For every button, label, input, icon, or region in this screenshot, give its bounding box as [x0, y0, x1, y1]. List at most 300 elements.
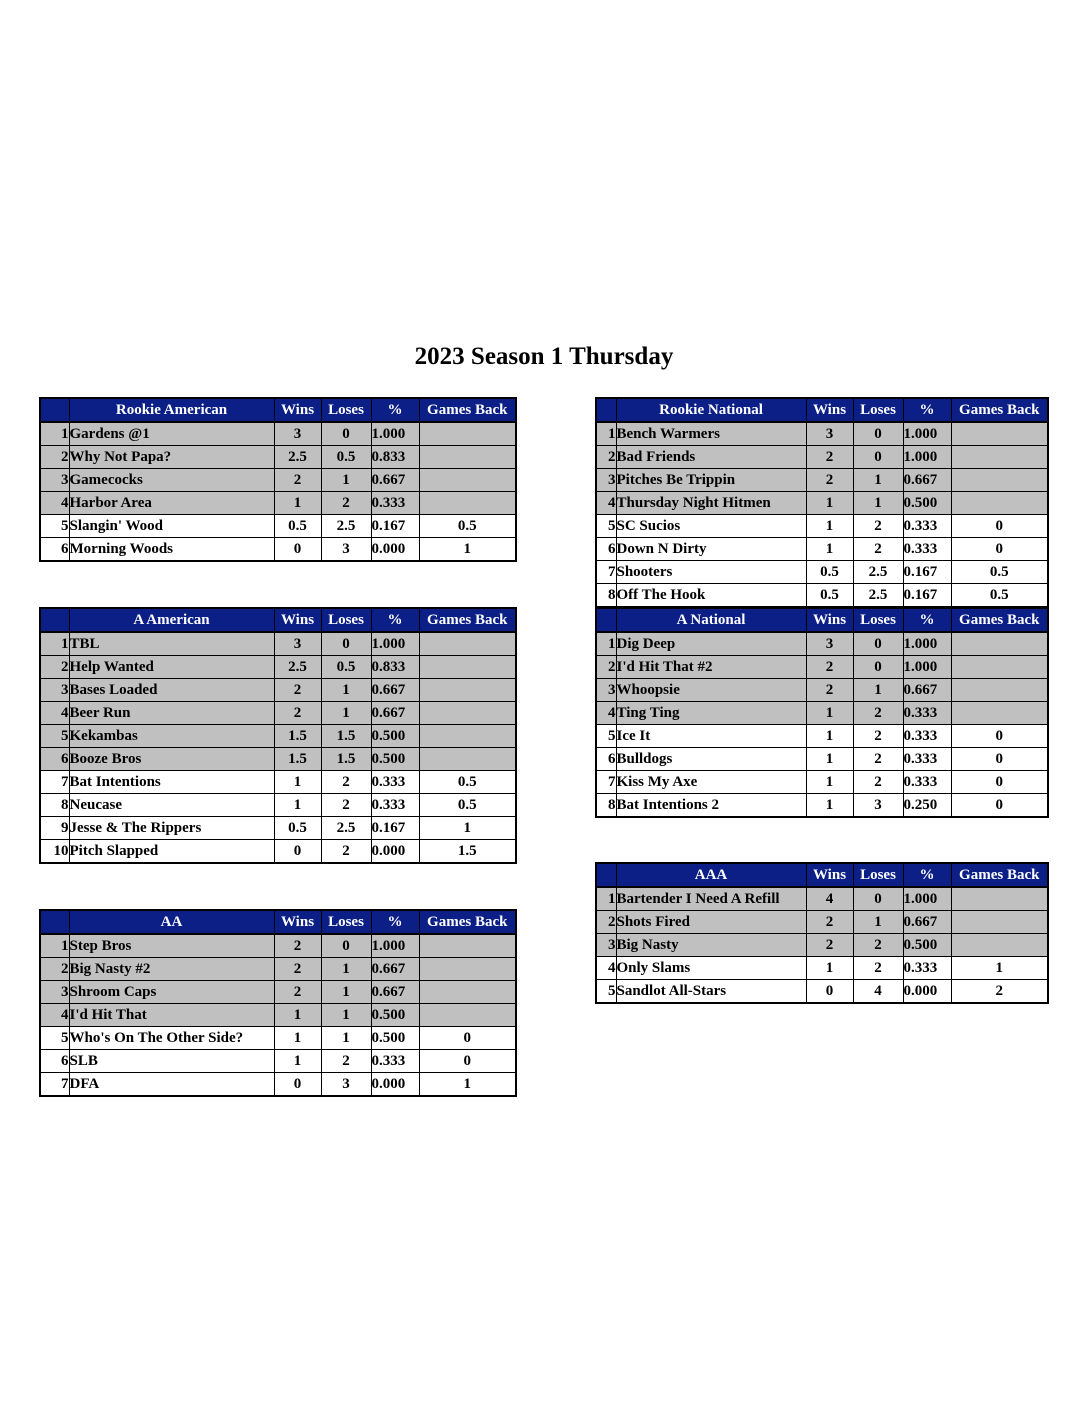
team-name-cell: Shots Fired [616, 911, 806, 934]
loses-header: Loses [853, 398, 903, 422]
header-row [40, 398, 516, 422]
table-row [596, 748, 1048, 771]
table-row [40, 469, 516, 492]
wins-header: Wins [806, 608, 853, 632]
pct-cell: 0.333 [371, 492, 419, 515]
pct-cell: 0.000 [371, 538, 419, 562]
loses-cell: 2.5 [321, 817, 371, 840]
loses-cell: 2 [853, 771, 903, 794]
loses-cell: 2 [321, 840, 371, 864]
table-row [40, 656, 516, 679]
games-back-header: Games Back [419, 608, 516, 632]
wins-cell: 1 [274, 1004, 321, 1027]
games-back-cell [419, 422, 516, 446]
pct-cell: 0.667 [903, 679, 951, 702]
team-name-cell: Pitch Slapped [69, 840, 274, 864]
loses-cell: 1 [321, 469, 371, 492]
table-row [596, 469, 1048, 492]
pct-cell: 0.333 [371, 794, 419, 817]
loses-cell: 1.5 [321, 725, 371, 748]
pct-header: % [903, 863, 951, 887]
table-row [596, 656, 1048, 679]
rank-cell: 4 [40, 492, 69, 515]
games-back-cell [419, 725, 516, 748]
games-back-cell: 0 [419, 1027, 516, 1050]
wins-cell: 1 [806, 794, 853, 818]
division-name: AA [69, 910, 274, 934]
pct-header: % [903, 398, 951, 422]
games-back-cell [419, 656, 516, 679]
team-name-cell: SLB [69, 1050, 274, 1073]
table-row [40, 725, 516, 748]
games-back-cell: 0.5 [419, 771, 516, 794]
division-name: AAA [616, 863, 806, 887]
pct-cell: 1.000 [371, 632, 419, 656]
rank-cell: 5 [596, 980, 616, 1004]
table-row [596, 492, 1048, 515]
games-back-cell: 0 [951, 771, 1048, 794]
loses-cell: 2 [321, 1050, 371, 1073]
team-name-cell: Bat Intentions [69, 771, 274, 794]
loses-cell: 3 [853, 794, 903, 818]
team-name-cell: Jesse & The Rippers [69, 817, 274, 840]
standings-table-aa [39, 909, 517, 1097]
wins-cell: 2 [274, 981, 321, 1004]
rank-cell: 3 [596, 469, 616, 492]
wins-header: Wins [806, 863, 853, 887]
rank-header [40, 608, 69, 632]
team-name-cell: Gardens @1 [69, 422, 274, 446]
table-row [596, 561, 1048, 584]
rank-cell: 5 [596, 515, 616, 538]
wins-cell: 1 [806, 748, 853, 771]
pct-cell: 1.000 [903, 887, 951, 911]
table-row [40, 771, 516, 794]
loses-cell: 0 [853, 887, 903, 911]
loses-header: Loses [321, 398, 371, 422]
pct-cell: 0.667 [371, 679, 419, 702]
games-back-cell: 1 [419, 538, 516, 562]
games-back-cell [951, 422, 1048, 446]
team-name-cell: Gamecocks [69, 469, 274, 492]
wins-cell: 1 [806, 515, 853, 538]
standings-table-aaa [595, 862, 1049, 1004]
table-row [40, 840, 516, 864]
loses-cell: 2 [853, 515, 903, 538]
wins-cell: 1 [806, 957, 853, 980]
rank-cell: 5 [596, 725, 616, 748]
pct-cell: 1.000 [903, 632, 951, 656]
division-name: Rookie National [616, 398, 806, 422]
pct-cell: 1.000 [903, 656, 951, 679]
table-row [596, 446, 1048, 469]
loses-cell: 2.5 [853, 584, 903, 608]
table-row [596, 980, 1048, 1004]
games-back-cell: 2 [951, 980, 1048, 1004]
rank-cell: 2 [40, 958, 69, 981]
loses-cell: 1 [321, 1027, 371, 1050]
loses-cell: 1.5 [321, 748, 371, 771]
games-back-cell: 0 [951, 725, 1048, 748]
games-back-cell: 0 [951, 794, 1048, 818]
games-back-cell: 0.5 [419, 515, 516, 538]
pct-cell: 0.333 [371, 771, 419, 794]
pct-cell: 0.667 [903, 911, 951, 934]
wins-cell: 1 [274, 492, 321, 515]
rank-cell: 5 [40, 515, 69, 538]
table-row [40, 981, 516, 1004]
pct-cell: 0.667 [903, 469, 951, 492]
loses-cell: 3 [321, 538, 371, 562]
loses-cell: 1 [321, 679, 371, 702]
team-name-cell: Only Slams [616, 957, 806, 980]
table-row [40, 422, 516, 446]
team-name-cell: SC Sucios [616, 515, 806, 538]
team-name-cell: Bench Warmers [616, 422, 806, 446]
loses-cell: 0 [321, 632, 371, 656]
header-row [596, 863, 1048, 887]
wins-cell: 2 [806, 679, 853, 702]
games-back-cell [419, 679, 516, 702]
games-back-cell: 0 [951, 515, 1048, 538]
wins-cell: 1 [806, 771, 853, 794]
table-row [40, 492, 516, 515]
games-back-header: Games Back [951, 608, 1048, 632]
table-row [40, 794, 516, 817]
team-name-cell: Help Wanted [69, 656, 274, 679]
team-name-cell: Kekambas [69, 725, 274, 748]
standings-table-a-national [595, 607, 1049, 818]
header-row [596, 398, 1048, 422]
rank-cell: 6 [40, 1050, 69, 1073]
table-row [596, 422, 1048, 446]
team-name-cell: Why Not Papa? [69, 446, 274, 469]
loses-cell: 1 [321, 981, 371, 1004]
rank-cell: 1 [596, 422, 616, 446]
games-back-cell [419, 702, 516, 725]
loses-cell: 2 [853, 702, 903, 725]
loses-cell: 0 [321, 422, 371, 446]
loses-cell: 1 [321, 702, 371, 725]
team-name-cell: Off The Hook [616, 584, 806, 608]
loses-cell: 1 [321, 1004, 371, 1027]
table-row [40, 1073, 516, 1097]
pct-cell: 1.000 [371, 934, 419, 958]
team-name-cell: Beer Run [69, 702, 274, 725]
table-row [596, 702, 1048, 725]
team-name-cell: Dig Deep [616, 632, 806, 656]
games-back-cell [951, 656, 1048, 679]
team-name-cell: Shooters [616, 561, 806, 584]
team-name-cell: DFA [69, 1073, 274, 1097]
games-back-cell: 1.5 [419, 840, 516, 864]
team-name-cell: Whoopsie [616, 679, 806, 702]
pct-header: % [371, 608, 419, 632]
table-row [40, 632, 516, 656]
games-back-header: Games Back [951, 398, 1048, 422]
wins-cell: 3 [806, 632, 853, 656]
pct-cell: 1.000 [371, 422, 419, 446]
pct-cell: 0.833 [371, 446, 419, 469]
wins-cell: 0 [274, 538, 321, 562]
games-back-cell [951, 632, 1048, 656]
rank-cell: 3 [596, 934, 616, 957]
standings-table-a-american [39, 607, 517, 864]
pct-cell: 0.000 [371, 840, 419, 864]
header-row [596, 608, 1048, 632]
wins-cell: 2.5 [274, 446, 321, 469]
wins-cell: 2 [274, 469, 321, 492]
rank-cell: 1 [40, 934, 69, 958]
wins-cell: 1 [806, 702, 853, 725]
rank-cell: 9 [40, 817, 69, 840]
team-name-cell: Thursday Night Hitmen [616, 492, 806, 515]
games-back-cell [951, 702, 1048, 725]
wins-header: Wins [274, 398, 321, 422]
loses-cell: 0 [853, 632, 903, 656]
loses-cell: 1 [853, 469, 903, 492]
rank-cell: 7 [40, 771, 69, 794]
loses-cell: 2.5 [321, 515, 371, 538]
table-row [40, 446, 516, 469]
pct-cell: 0.333 [903, 538, 951, 561]
pct-cell: 0.500 [903, 934, 951, 957]
loses-cell: 2 [321, 794, 371, 817]
loses-header: Loses [853, 608, 903, 632]
rank-cell: 1 [40, 422, 69, 446]
pct-cell: 0.667 [371, 981, 419, 1004]
rank-cell: 8 [596, 584, 616, 608]
wins-cell: 1.5 [274, 748, 321, 771]
pct-cell: 0.500 [903, 492, 951, 515]
rank-cell: 7 [40, 1073, 69, 1097]
games-back-header: Games Back [419, 910, 516, 934]
wins-cell: 2 [806, 446, 853, 469]
games-back-cell [951, 934, 1048, 957]
loses-cell: 0 [853, 446, 903, 469]
games-back-cell [951, 446, 1048, 469]
loses-cell: 0.5 [321, 656, 371, 679]
pct-cell: 0.833 [371, 656, 419, 679]
pct-header: % [371, 910, 419, 934]
rank-cell: 2 [40, 446, 69, 469]
wins-cell: 3 [806, 422, 853, 446]
team-name-cell: Morning Woods [69, 538, 274, 562]
rank-cell: 4 [596, 957, 616, 980]
loses-cell: 0 [321, 934, 371, 958]
wins-cell: 1 [274, 771, 321, 794]
table-row [40, 748, 516, 771]
table-row [40, 1027, 516, 1050]
team-name-cell: Booze Bros [69, 748, 274, 771]
games-back-header: Games Back [419, 398, 516, 422]
team-name-cell: Down N Dirty [616, 538, 806, 561]
loses-cell: 1 [853, 911, 903, 934]
rank-cell: 6 [40, 538, 69, 562]
loses-cell: 2 [321, 492, 371, 515]
pct-cell: 0.500 [371, 1027, 419, 1050]
rank-cell: 8 [40, 794, 69, 817]
loses-cell: 2 [853, 538, 903, 561]
team-name-cell: Bulldogs [616, 748, 806, 771]
loses-cell: 0 [853, 422, 903, 446]
rank-cell: 10 [40, 840, 69, 864]
division-name: A American [69, 608, 274, 632]
games-back-cell: 0 [951, 748, 1048, 771]
pct-cell: 0.667 [371, 702, 419, 725]
wins-cell: 0.5 [274, 515, 321, 538]
wins-cell: 2 [806, 469, 853, 492]
pct-cell: 0.167 [903, 561, 951, 584]
rank-header [40, 910, 69, 934]
wins-cell: 2 [274, 679, 321, 702]
games-back-cell [419, 1004, 516, 1027]
table-row [596, 584, 1048, 608]
games-back-cell: 0 [951, 538, 1048, 561]
loses-cell: 1 [853, 679, 903, 702]
wins-cell: 0 [806, 980, 853, 1004]
pct-header: % [903, 608, 951, 632]
pct-cell: 0.333 [903, 771, 951, 794]
pct-cell: 0.667 [371, 469, 419, 492]
rank-cell: 1 [596, 632, 616, 656]
table-row [596, 887, 1048, 911]
standings-table-rookie-national [595, 397, 1049, 608]
wins-cell: 2 [806, 911, 853, 934]
games-back-cell: 1 [951, 957, 1048, 980]
wins-cell: 3 [274, 632, 321, 656]
page-title: 2023 Season 1 Thursday [414, 343, 674, 370]
rank-cell: 5 [40, 1027, 69, 1050]
wins-cell: 2 [806, 934, 853, 957]
pct-cell: 0.167 [903, 584, 951, 608]
loses-cell: 1 [321, 958, 371, 981]
games-back-cell [419, 748, 516, 771]
games-back-header: Games Back [951, 863, 1048, 887]
pct-cell: 0.667 [371, 958, 419, 981]
team-name-cell: I'd Hit That #2 [616, 656, 806, 679]
team-name-cell: Who's On The Other Side? [69, 1027, 274, 1050]
pct-cell: 0.333 [903, 957, 951, 980]
rank-header [596, 608, 616, 632]
rank-cell: 6 [596, 748, 616, 771]
wins-cell: 2 [274, 958, 321, 981]
games-back-cell [419, 446, 516, 469]
table-row [40, 934, 516, 958]
table-row [596, 515, 1048, 538]
pct-cell: 0.333 [371, 1050, 419, 1073]
games-back-cell: 0.5 [951, 561, 1048, 584]
pct-cell: 0.000 [903, 980, 951, 1004]
wins-cell: 1 [274, 1027, 321, 1050]
wins-cell: 0 [274, 840, 321, 864]
loses-cell: 4 [853, 980, 903, 1004]
pct-cell: 1.000 [903, 422, 951, 446]
wins-header: Wins [274, 608, 321, 632]
table-row [40, 538, 516, 562]
rank-header [40, 398, 69, 422]
games-back-cell: 0.5 [419, 794, 516, 817]
pct-cell: 0.500 [371, 748, 419, 771]
rank-cell: 1 [596, 887, 616, 911]
wins-cell: 1 [274, 794, 321, 817]
rank-cell: 4 [40, 702, 69, 725]
games-back-cell [951, 911, 1048, 934]
rank-cell: 2 [596, 911, 616, 934]
pct-cell: 0.333 [903, 725, 951, 748]
games-back-cell [951, 469, 1048, 492]
rank-cell: 6 [596, 538, 616, 561]
loses-cell: 0 [853, 656, 903, 679]
team-name-cell: Pitches Be Trippin [616, 469, 806, 492]
wins-cell: 2 [806, 656, 853, 679]
division-name: A National [616, 608, 806, 632]
games-back-cell [951, 887, 1048, 911]
wins-cell: 0 [274, 1073, 321, 1097]
team-name-cell: Bad Friends [616, 446, 806, 469]
games-back-cell [419, 632, 516, 656]
wins-header: Wins [806, 398, 853, 422]
rank-cell: 4 [596, 702, 616, 725]
team-name-cell: Sandlot All-Stars [616, 980, 806, 1004]
standings-table-rookie-american [39, 397, 517, 562]
team-name-cell: TBL [69, 632, 274, 656]
table-row [596, 632, 1048, 656]
loses-header: Loses [321, 608, 371, 632]
team-name-cell: Slangin' Wood [69, 515, 274, 538]
rank-header [596, 398, 616, 422]
wins-cell: 0.5 [274, 817, 321, 840]
games-back-cell [419, 958, 516, 981]
rank-cell: 6 [40, 748, 69, 771]
wins-cell: 2 [274, 934, 321, 958]
wins-cell: 1 [806, 492, 853, 515]
loses-cell: 2 [853, 957, 903, 980]
loses-cell: 3 [321, 1073, 371, 1097]
pct-cell: 1.000 [903, 446, 951, 469]
table-row [40, 702, 516, 725]
pct-cell: 0.167 [371, 817, 419, 840]
wins-cell: 1 [806, 725, 853, 748]
games-back-cell: 0 [419, 1050, 516, 1073]
loses-cell: 2 [321, 771, 371, 794]
wins-cell: 3 [274, 422, 321, 446]
team-name-cell: Harbor Area [69, 492, 274, 515]
team-name-cell: Ting Ting [616, 702, 806, 725]
team-name-cell: Bases Loaded [69, 679, 274, 702]
games-back-cell [419, 934, 516, 958]
rank-cell: 2 [596, 656, 616, 679]
rank-cell: 3 [596, 679, 616, 702]
table-row [40, 515, 516, 538]
games-back-cell [419, 492, 516, 515]
header-row [40, 910, 516, 934]
rank-cell: 5 [40, 725, 69, 748]
rank-cell: 2 [40, 656, 69, 679]
team-name-cell: Kiss My Axe [616, 771, 806, 794]
table-row [596, 725, 1048, 748]
table-row [596, 794, 1048, 818]
table-row [596, 771, 1048, 794]
team-name-cell: Neucase [69, 794, 274, 817]
loses-cell: 2 [853, 934, 903, 957]
pct-cell: 0.250 [903, 794, 951, 818]
table-row [596, 934, 1048, 957]
wins-cell: 0.5 [806, 561, 853, 584]
pct-cell: 0.500 [371, 1004, 419, 1027]
pct-cell: 0.500 [371, 725, 419, 748]
wins-cell: 0.5 [806, 584, 853, 608]
